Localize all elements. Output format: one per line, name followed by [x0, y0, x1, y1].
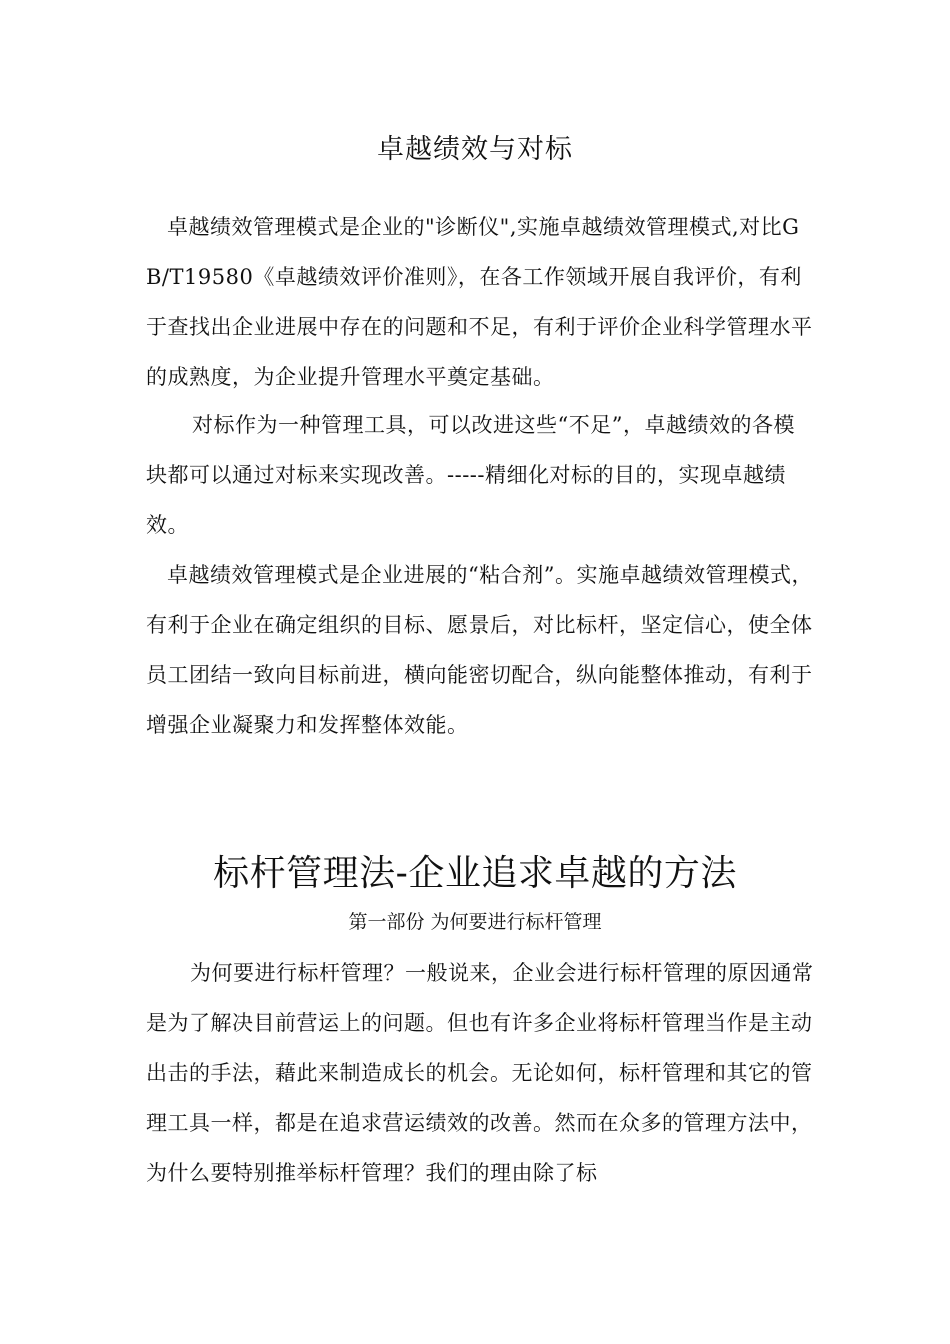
section1-paragraph-1: 卓越绩效管理模式是企业的"诊断仪",实施卓越绩效管理模式,对比GB/T19580《卓越绩效评价准则》，在各工作领域开展自我评价，有利于查找出企业进展中存在的问题和不足，有利于评价企业科学管理水平的成熟度，为企业提升管理水平奠定基础。 — [146, 215, 813, 389]
section1-paragraph-2: 对标作为一种管理工具，可以改进这些“不足”，卓越绩效的各模块都可以通过对标来实现改善。-----精细化对标的目的，实现卓越绩效。 — [146, 413, 795, 537]
section2-title: 标杆管理法-企业追求卓越的方法 — [213, 853, 737, 894]
section2-paragraph-1: 为何要进行标杆管理？一般说来，企业会进行标杆管理的原因通常是为了解决目前营运上的问题。但也有许多企业将标杆管理当作是主动出击的手法，藉此来制造成长的机会。无论如何，标杆管理和其它的管理工具一样，都是在追求营运绩效的改善。然而在众多的管理方法中，为什么要特别推举标杆管理？我们的理由除了标 — [146, 961, 814, 1185]
section1-title: 卓越绩效与对标 — [377, 134, 573, 165]
section2-subtitle: 第一部份 为何要进行标杆管理 — [348, 911, 602, 933]
section1-paragraph-3: 卓越绩效管理模式是企业进展的“粘合剂”。实施卓越绩效管理模式，有利于企业在确定组织的目标、愿景后，对比标杆，坚定信心，使全体员工团结一致向目标前进，横向能密切配合，纵向能整体推动，有利于增强企业凝聚力和发挥整体效能。 — [146, 563, 813, 737]
